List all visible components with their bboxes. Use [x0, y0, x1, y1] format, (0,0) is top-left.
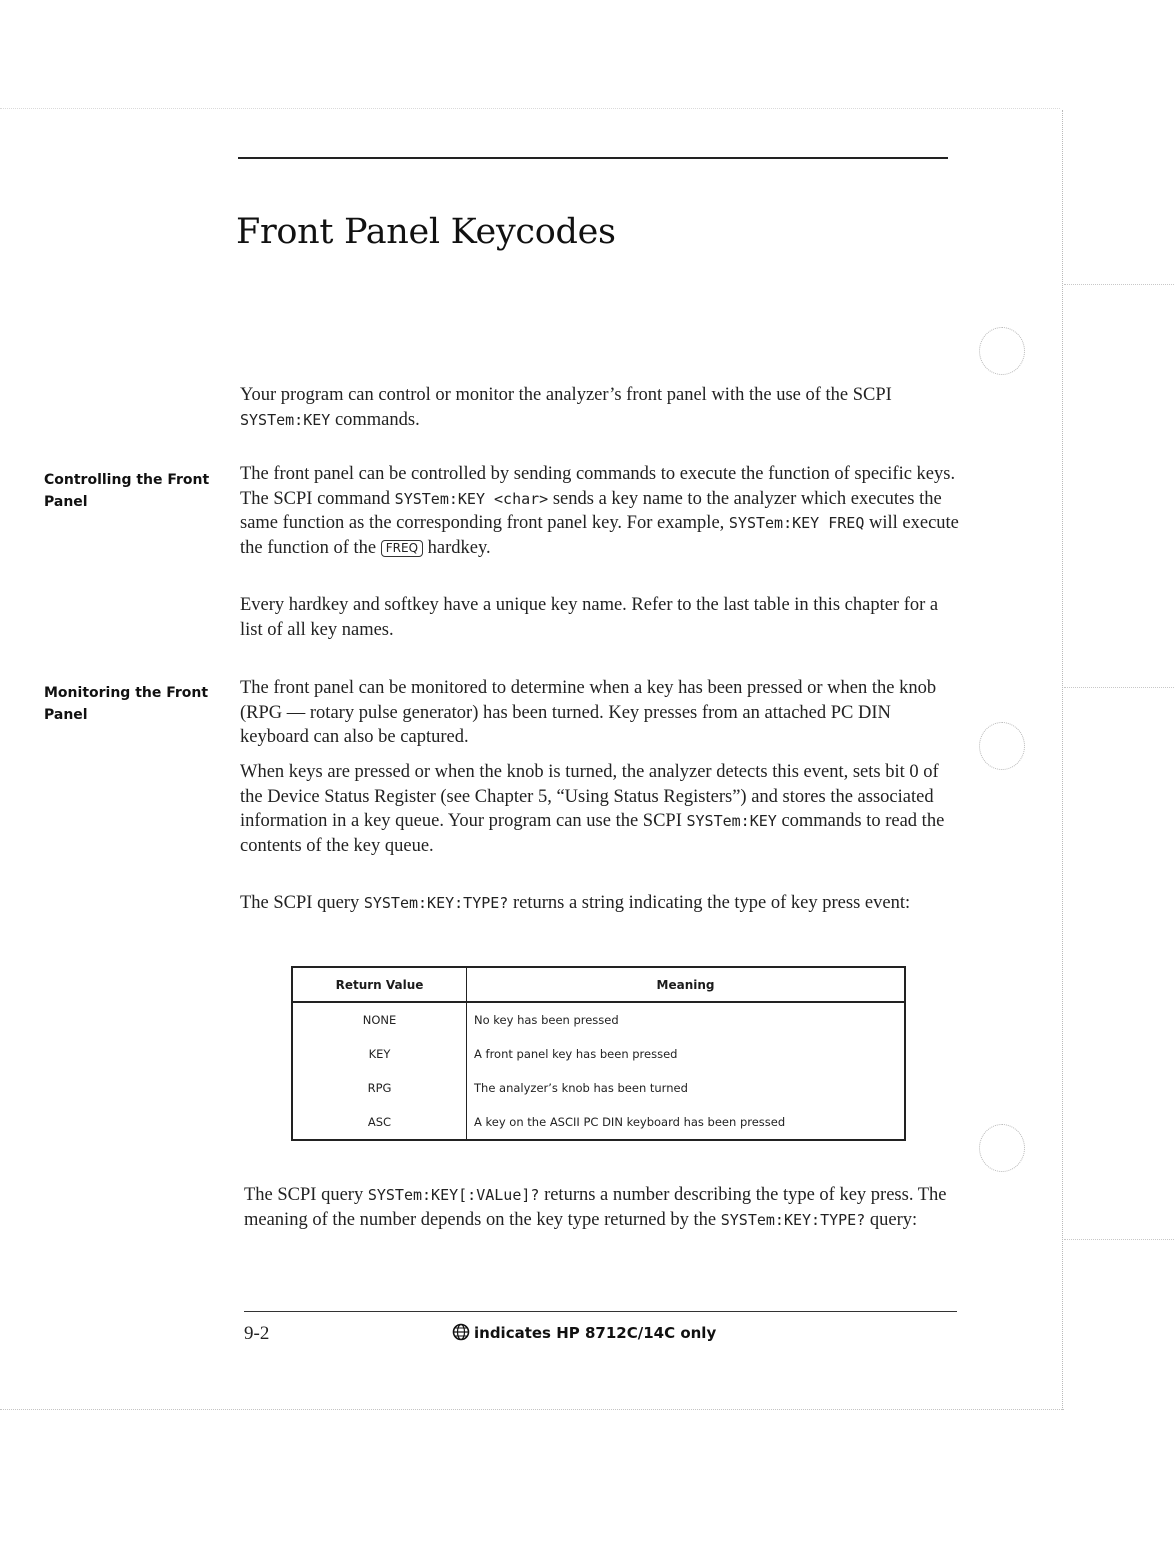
monitoring-paragraph-3: [240, 891, 960, 916]
globe-icon: [452, 1323, 470, 1345]
code-command: SYSTem:KEY: [686, 812, 777, 830]
intro-paragraph: [240, 383, 960, 432]
after-table-paragraph: [244, 1183, 964, 1232]
punch-hole: [979, 722, 1025, 770]
section-heading-monitoring: Monitoring the Front Panel: [44, 685, 209, 723]
return-value-cell: RPG: [292, 1071, 467, 1105]
tab-divider-line: [1064, 687, 1174, 688]
tab-divider-line: [1064, 1239, 1174, 1240]
text: returns a string indicating the type of key press event:: [508, 893, 911, 913]
text: sends a key name to the analyzer which executes the same function as the corresponding front panel key. For example,: [240, 488, 942, 533]
text: will execute the function of the: [240, 513, 959, 558]
freq-hardkey-symbol: FREQ: [381, 540, 423, 557]
section-heading-controlling: Controlling the Front Panel: [44, 472, 210, 510]
table-row: [292, 1002, 905, 1037]
page-edge-bottom: [0, 1409, 1064, 1410]
tab-divider-line: [1064, 284, 1174, 285]
text: query:: [865, 1209, 918, 1230]
code-command: SYSTem:KEY <char>: [394, 489, 549, 508]
code-command: SYSTem:KEY[:VALue]?: [367, 1186, 540, 1204]
return-value-cell: NONE: [292, 1002, 467, 1037]
page-edge-top: [0, 108, 1060, 109]
text: When keys are pressed or when the knob is turned, the analyzer detects this event, sets bit 0 of the Device Status Register (see Chapter 5, “Using Status Registers”) and stores the associated information in a key queue. Your program can use the SCPI: [240, 762, 939, 831]
text: commands to read the contents of the key queue.: [240, 811, 945, 856]
meaning-cell: A key on the ASCII PC DIN keyboard has been pressed: [474, 1115, 786, 1129]
text: The front panel can be controlled by sending commands to execute the function of specific keys. The SCPI command: [240, 464, 956, 509]
page-edge-right: [1062, 110, 1063, 1410]
monitoring-paragraph-2: [240, 760, 960, 858]
footer-note-text: indicates HP 8712C/14C only: [474, 1324, 717, 1342]
table-row: [292, 1105, 905, 1140]
footer-rule: [244, 1311, 957, 1312]
page-title: Front Panel Keycodes: [236, 212, 616, 252]
text: The SCPI query: [240, 893, 364, 913]
text: Your program can control or monitor the analyzer’s front panel with the use of the SCPI: [240, 385, 892, 405]
footer-note: [452, 1323, 716, 1345]
text: hardkey.: [423, 537, 491, 558]
table-row: [292, 1071, 905, 1105]
controlling-paragraph-2: Every hardkey and softkey have a unique key name. Refer to the last table in this chapter for a list of all key names.: [240, 595, 939, 640]
page-number: 9-2: [244, 1323, 270, 1344]
code-command: SYSTem:KEY:TYPE?: [363, 894, 509, 912]
header-return-value: Return Value: [292, 967, 467, 1002]
code-command: SYSTem:KEY:TYPE?: [720, 1210, 866, 1229]
monitoring-paragraph-1: The front panel can be monitored to determine when a key has been pressed or when the knob (RPG — rotary pulse generator) has been turned. Key presses from an attached PC DIN keyboard can also be captured.: [240, 678, 937, 747]
controlling-paragraph-1: [240, 462, 960, 560]
text: returns a number describing the type of key press. The meaning of the number depends on the key type returned by the: [244, 1185, 947, 1230]
table-header-row: [292, 967, 905, 1002]
code-command: SYSTem:KEY FREQ: [728, 514, 865, 532]
punch-hole: [979, 327, 1025, 375]
text: commands.: [330, 409, 420, 430]
punch-hole: [979, 1124, 1025, 1172]
key-type-table: [291, 966, 906, 1141]
meaning-cell: No key has been pressed: [474, 1013, 619, 1027]
code-command: SYSTem:KEY: [240, 410, 331, 429]
return-value-cell: KEY: [292, 1037, 467, 1071]
header-meaning: Meaning: [467, 967, 906, 1002]
meaning-cell: A front panel key has been pressed: [474, 1047, 678, 1061]
top-rule: [238, 157, 948, 159]
return-value-cell: ASC: [292, 1105, 467, 1140]
table-row: [292, 1037, 905, 1071]
meaning-cell: The analyzer’s knob has been turned: [474, 1081, 688, 1095]
text: The SCPI query: [244, 1185, 368, 1205]
